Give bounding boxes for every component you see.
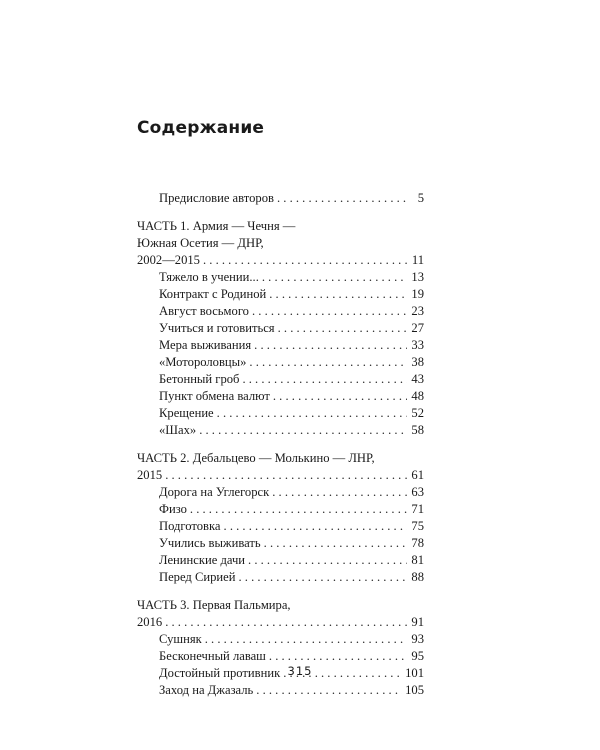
toc-entry xyxy=(137,337,424,354)
toc-entry-preface xyxy=(137,190,424,207)
toc-entry xyxy=(137,631,424,648)
toc-entry-title: Заход на Джазаль xyxy=(159,683,254,697)
toc-entry xyxy=(137,518,424,535)
toc-entry-title: Ленинские дачи xyxy=(159,553,246,567)
toc-entry xyxy=(137,371,424,388)
dot-leader xyxy=(165,467,407,484)
dot-leader xyxy=(278,320,407,337)
part-heading-line: ЧАСТЬ 3. Первая Пальмира, xyxy=(137,598,291,612)
toc-entry-page: 93 xyxy=(411,632,424,646)
toc-entry-page: 19 xyxy=(411,287,424,301)
toc-entry-page: 71 xyxy=(411,502,424,516)
toc-entry-title: Перед Сирией xyxy=(159,570,236,584)
dot-leader xyxy=(264,535,407,552)
toc-entry xyxy=(137,552,424,569)
toc-entry-title: Учились выживать xyxy=(159,536,261,550)
toc-entry-title: Бесконечный лаваш xyxy=(159,649,266,663)
dot-leader xyxy=(203,252,407,269)
dot-leader xyxy=(217,405,407,422)
toc-entry-page: 101 xyxy=(405,666,424,680)
dot-leader xyxy=(242,371,407,388)
toc-entry-title: Подготовка xyxy=(159,519,221,533)
toc-part-1 xyxy=(137,218,424,439)
toc-entry-page: 52 xyxy=(411,406,424,420)
dot-leader xyxy=(199,422,407,439)
toc-entry-title: Тяжело в учении... xyxy=(159,270,259,284)
toc-entry-title: Контракт с Родиной xyxy=(159,287,267,301)
part-heading-line: Южная Осетия — ДНР, xyxy=(137,236,264,250)
toc-entry xyxy=(137,422,424,439)
toc-entry xyxy=(137,303,424,320)
toc-entry-page: 13 xyxy=(411,270,424,284)
part-page: 11 xyxy=(411,253,424,267)
toc-entry-title: Учиться и готовиться xyxy=(159,321,275,335)
dot-leader xyxy=(205,631,407,648)
dot-leader xyxy=(254,337,407,354)
part-heading-text: 2016 xyxy=(137,615,163,629)
toc-entry-page: 95 xyxy=(411,649,424,663)
toc-entry-title: Август восьмого xyxy=(159,304,249,318)
toc-entry-page: 58 xyxy=(411,423,424,437)
part-heading-last-line xyxy=(137,252,424,269)
toc-entry-page: 78 xyxy=(411,536,424,550)
toc-entry-title: Бетонный гроб xyxy=(159,372,240,386)
toc-entry-page: 43 xyxy=(411,372,424,386)
part-page: 61 xyxy=(411,468,424,482)
toc-part-2 xyxy=(137,450,424,586)
toc-entry xyxy=(137,320,424,337)
toc-entry-page: 38 xyxy=(411,355,424,369)
toc-entry-title: Пункт обмена валют xyxy=(159,389,270,403)
table-of-contents xyxy=(137,190,424,699)
toc-entry-page: 63 xyxy=(411,485,424,499)
part-heading-line: ЧАСТЬ 2. Дебальцево — Молькино — ЛНР, xyxy=(137,451,375,465)
dot-leader xyxy=(256,682,402,699)
toc-entry-page: 33 xyxy=(411,338,424,352)
dot-leader xyxy=(269,286,407,303)
part-heading-text: 2015 xyxy=(137,468,163,482)
part-heading-text: 2002—2015 xyxy=(137,253,200,267)
part-heading-last-line xyxy=(137,614,424,631)
toc-entry-page: 75 xyxy=(411,519,424,533)
toc-entry-title: Дорога на Углегорск xyxy=(159,485,270,499)
toc-entry-page: 23 xyxy=(411,304,424,318)
dot-leader xyxy=(248,552,407,569)
page-title: Содержание xyxy=(137,118,265,138)
toc-entry xyxy=(137,484,424,501)
dot-leader xyxy=(249,354,407,371)
part-heading-line: ЧАСТЬ 1. Армия — Чечня — xyxy=(137,219,296,233)
page-number: 315 xyxy=(287,664,313,678)
toc-entry-page: 105 xyxy=(405,683,424,697)
toc-entry-title: Крещение xyxy=(159,406,214,420)
dot-leader xyxy=(165,614,407,631)
dot-leader xyxy=(269,648,407,665)
toc-entry-title: «Шах» xyxy=(159,423,197,437)
toc-entry xyxy=(137,501,424,518)
toc-entry xyxy=(137,269,424,286)
toc-entry-page: 48 xyxy=(411,389,424,403)
toc-entry-title: Мера выживания xyxy=(159,338,252,352)
dot-leader xyxy=(272,484,407,501)
toc-entry xyxy=(137,682,424,699)
toc-entry xyxy=(137,405,424,422)
toc-entry xyxy=(137,388,424,405)
dot-leader xyxy=(277,190,407,207)
toc-entry-title: Достойный противник xyxy=(159,666,281,680)
toc-entry xyxy=(137,569,424,586)
dot-leader xyxy=(190,501,407,518)
toc-entry-title: Физо xyxy=(159,502,187,516)
dot-leader xyxy=(252,303,407,320)
dot-leader xyxy=(273,388,407,405)
toc-part-3 xyxy=(137,597,424,699)
toc-entry xyxy=(137,648,424,665)
toc-entry-page: 81 xyxy=(411,553,424,567)
part-page: 91 xyxy=(411,615,424,629)
toc-entry-title: «Мотороловцы» xyxy=(159,355,247,369)
toc-entry-title: Сушняк xyxy=(159,632,202,646)
dot-leader xyxy=(238,569,407,586)
toc-entry-title: Предисловие авторов xyxy=(159,191,274,205)
toc-entry-page: 27 xyxy=(411,321,424,335)
toc-entry xyxy=(137,354,424,371)
dot-leader xyxy=(262,269,407,286)
toc-entry-page: 88 xyxy=(411,570,424,584)
toc-entry xyxy=(137,286,424,303)
part-heading-last-line xyxy=(137,467,424,484)
toc-entry xyxy=(137,535,424,552)
dot-leader xyxy=(224,518,407,535)
toc-entry-page: 5 xyxy=(417,191,424,205)
